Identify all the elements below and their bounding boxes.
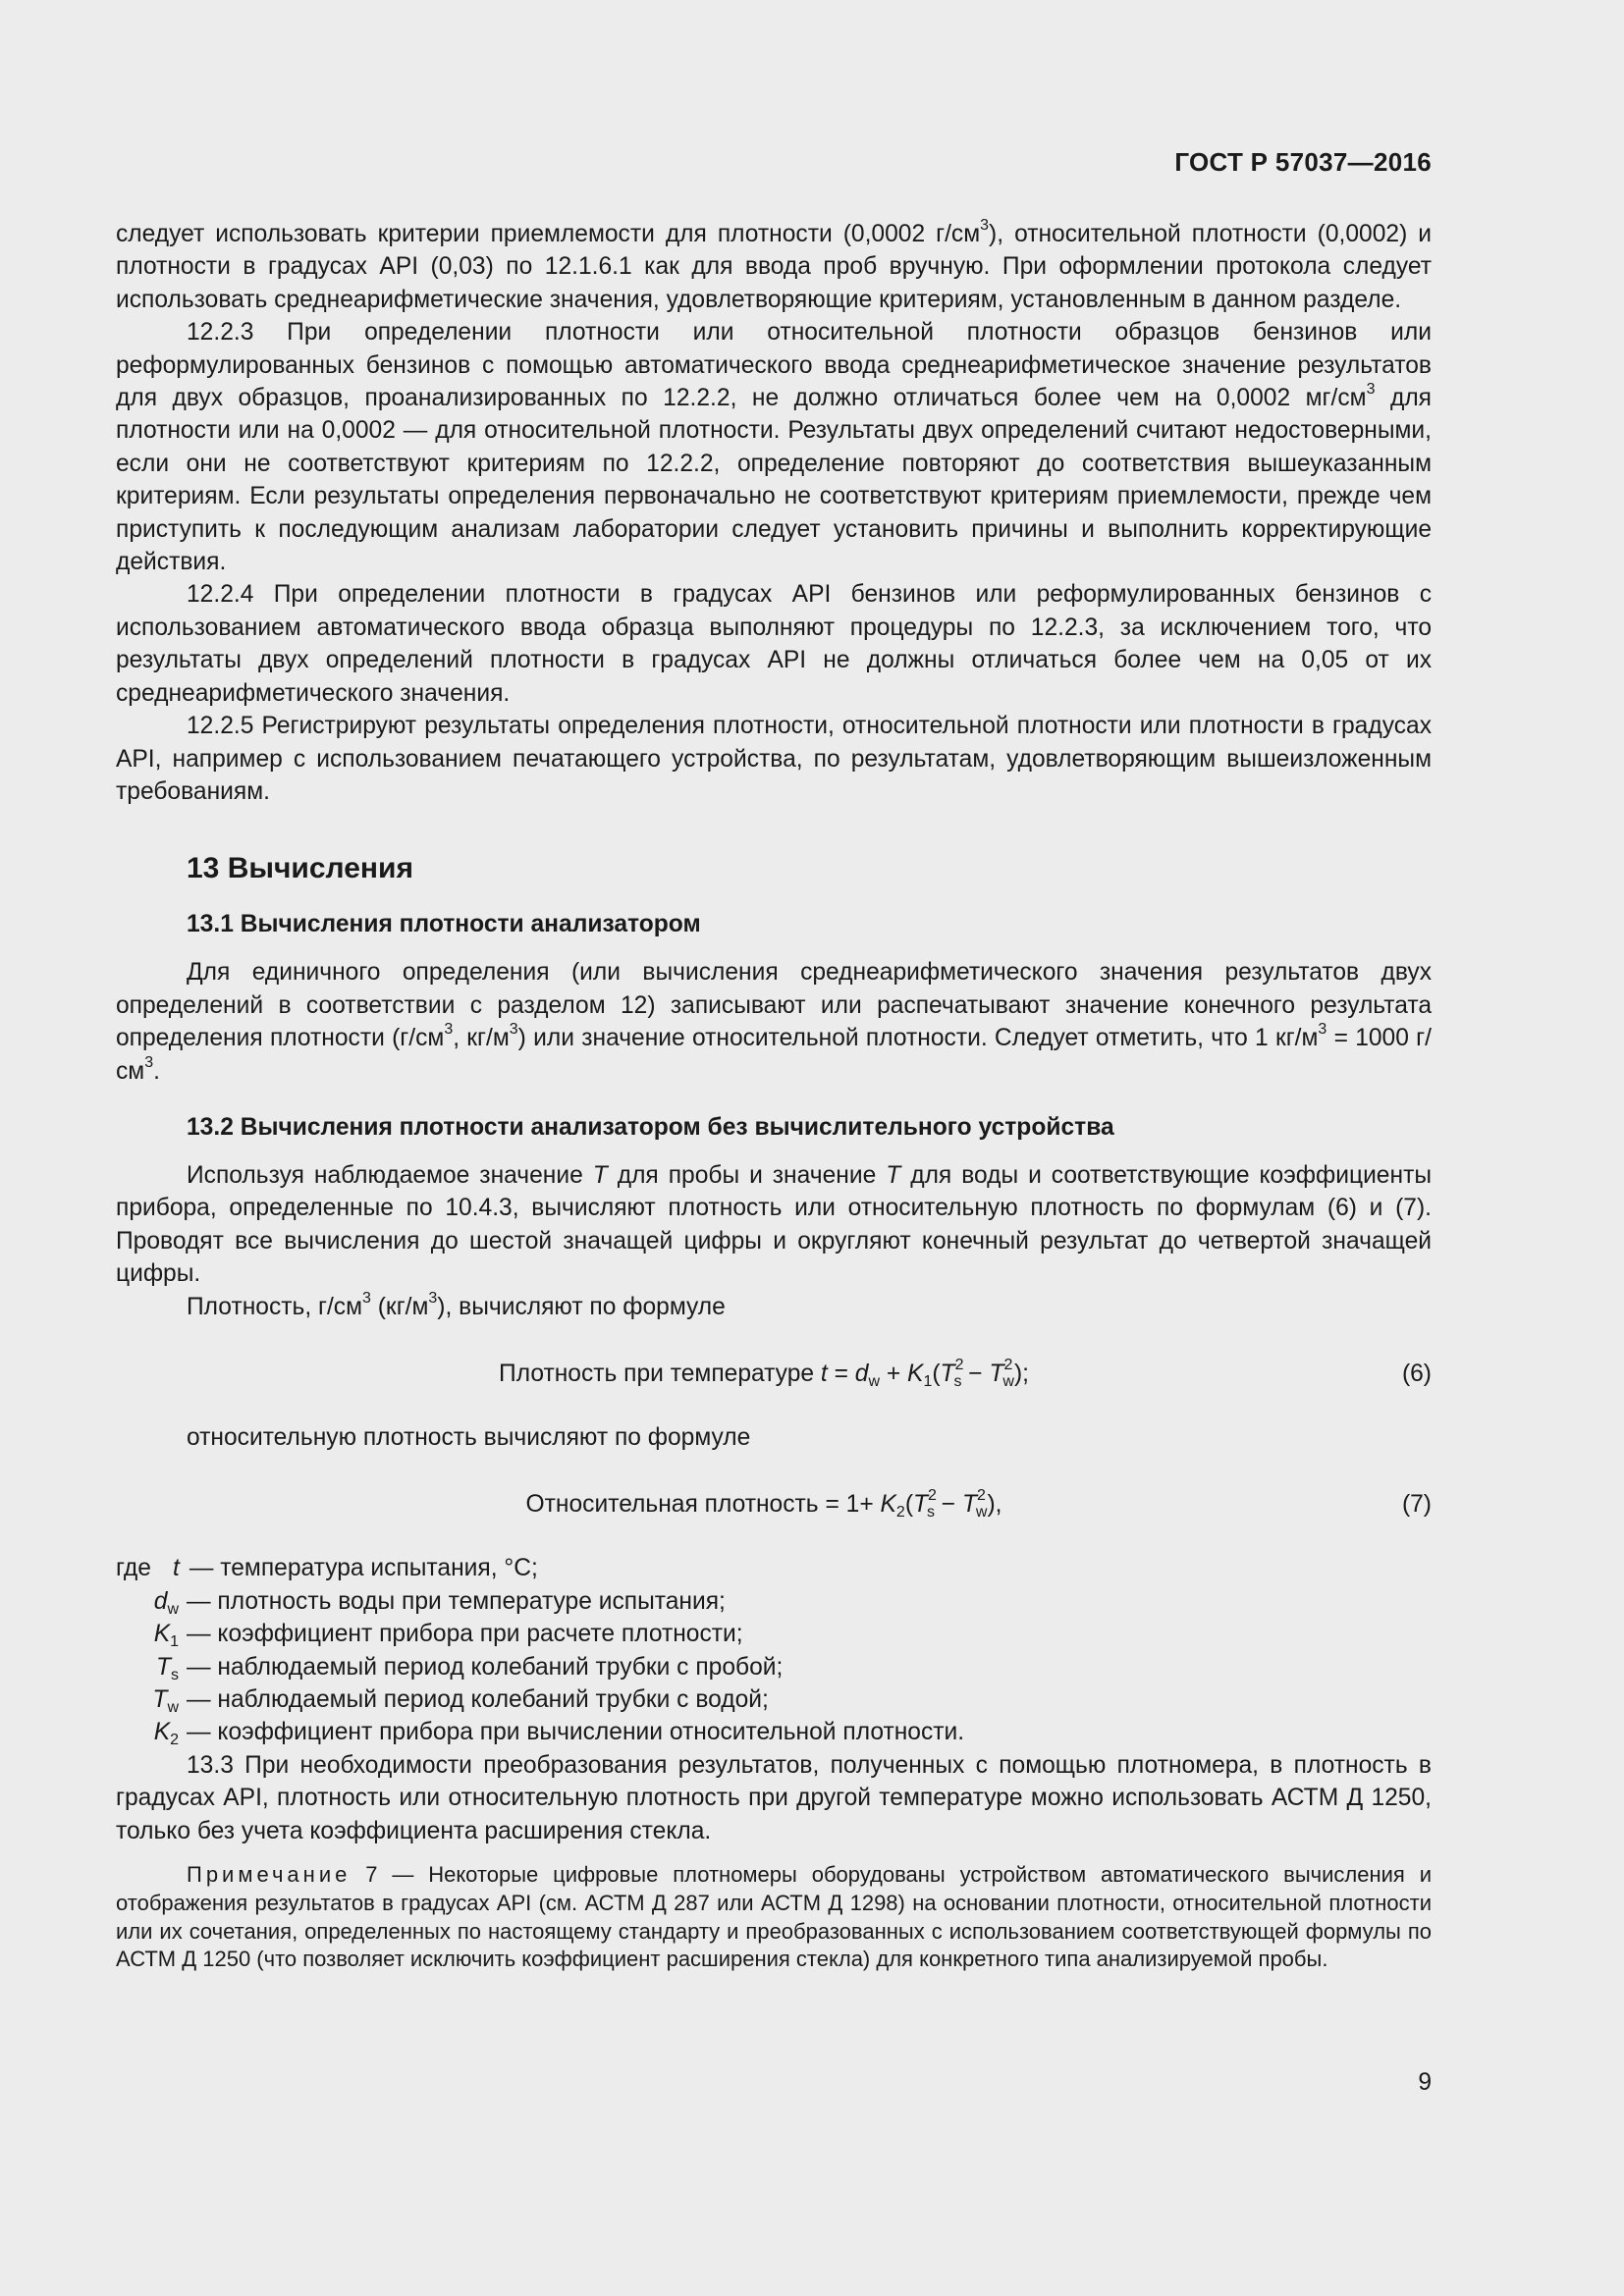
subscript: w	[868, 1372, 880, 1390]
superscript: 3	[362, 1289, 371, 1307]
text: +	[880, 1360, 908, 1387]
text: =	[827, 1360, 855, 1387]
text: 12.2.3 При определении плотности или относительной плотности образцов бензинов или реформулированных бензинов с помощью автоматического ввода среднеарифметическое значение результатов для двух образцов, проанализированных по 12.2.2, не должно отличаться более чем на 0,0002 мг/см	[116, 319, 1432, 412]
text: );	[1013, 1360, 1029, 1387]
symbol: T	[913, 1491, 929, 1519]
subscript: 1	[170, 1632, 179, 1650]
superscript: 3	[980, 217, 990, 235]
superscript: 3	[1318, 1021, 1327, 1039]
formula-7-number: (7)	[1401, 1491, 1432, 1519]
paragraph-12-2-4: 12.2.4 При определении плотности в градусах API бензинов или реформулированных бензинов с использованием автоматического ввода образца выполняют процедуры по 12.2.3, за исключением того, что результаты двух определений плотности в градусах API не должны отличаться более чем на 0,05 от их среднеарифметического значения.	[116, 581, 1432, 707]
text: ), относительной плотности (0,0002) и плотности в градусах API (0,03) по 12.1.6.1 как для ввода проб вручную. При оформлении протокола следует использовать среднеарифметические значения, удовлетворяющие критериям, установленным в данном разделе.	[116, 221, 1432, 313]
definition-text: — плотность воды при температуре испытания;	[187, 1587, 726, 1615]
text: , кг/м	[453, 1025, 510, 1052]
subscript: w	[1002, 1372, 1014, 1390]
subscript: 1	[923, 1372, 933, 1390]
subsection-heading-13-2: 13.2 Вычисления плотности анализатором без вычислительного устройства	[187, 1113, 1114, 1141]
subscript: w	[975, 1504, 988, 1522]
document-header: ГОСТ Р 57037—2016	[1174, 147, 1432, 177]
definition-row	[116, 1585, 1432, 1618]
symbol: T	[989, 1360, 1004, 1387]
symbol-T: T	[886, 1161, 901, 1189]
page-number: 9	[1418, 2069, 1432, 2096]
definition-row	[116, 1716, 1432, 1748]
paragraph-13-2	[116, 1159, 1432, 1291]
note-label: Примечание	[187, 1862, 352, 1888]
text: .	[153, 1057, 160, 1085]
definition-symbol	[116, 1716, 187, 1748]
formula-7	[116, 1483, 1432, 1526]
definition-text: — температура испытания, °С;	[189, 1555, 538, 1582]
note-text: 7 — Некоторые цифровые плотномеры оборудованы устройством автоматического вычисления и отображения результатов в градусах API (см. АСТМ Д 287 или АСТМ Д 1298) на основании плотности, относительной плотности или их сочетания, определенных по настоящему стандарту и преобразованных с использованием соответствующей формулы по АСТМ Д 1250 (что позволяет исключить коэффициент расширения стекла) для конкретного типа анализируемой пробы.	[116, 1862, 1432, 1972]
superscript: 2	[977, 1487, 986, 1505]
paragraph-density-formula-intro	[116, 1291, 1432, 1323]
definition-symbol	[116, 1618, 187, 1650]
text: −	[934, 1491, 962, 1519]
paragraph-relative-formula-intro: относительную плотность вычисляют по формуле	[187, 1423, 751, 1451]
text: = 1000 г/см	[116, 1025, 1432, 1085]
text: для пробы и значение	[607, 1161, 887, 1189]
text: Для единичного определения (или вычисления среднеарифметического значения результатов двух определений в соответствии с разделом 12) записывают или распечатывают значение конечного результата определения плотности (г/см	[116, 959, 1432, 1052]
paragraph-13-3: 13.3 При необходимости преобразования результатов, полученных с помощью плотномера, в плотность в градусах API, плотность или относительную плотность при другой температуре можно использовать АСТМ Д 1250, только без учета коэффициента расширения стекла.	[116, 1751, 1432, 1844]
subscript: s	[926, 1504, 935, 1522]
symbol: t	[820, 1360, 828, 1387]
symbol: T	[940, 1360, 955, 1387]
subscript: 2	[895, 1504, 905, 1522]
text: для воды и соответствующие коэффициенты прибора, определенные по 10.4.3, вычисляют плотность или относительную плотность по формулам (6) и (7). Проводят все вычисления до шестой значащей цифры и округляют конечный результат до четвертой значащей цифры.	[116, 1161, 1433, 1288]
text: Относительная плотность = 1+	[525, 1491, 881, 1519]
paragraph-13-1	[116, 956, 1432, 1088]
subscript: 2	[170, 1732, 179, 1749]
symbol-T: T	[592, 1161, 608, 1189]
symbol: T	[961, 1491, 977, 1519]
variable-definitions	[116, 1552, 1432, 1748]
definition-text: — коэффициент прибора при вычислении относительной плотности.	[187, 1719, 965, 1746]
definition-text: — наблюдаемый период колебаний трубки с пробой;	[187, 1653, 784, 1681]
symbol: T	[155, 1653, 171, 1681]
definition-symbol	[116, 1585, 187, 1618]
subscript: s	[171, 1666, 179, 1683]
text: −	[961, 1360, 990, 1387]
subsection-heading-13-1: 13.1 Вычисления плотности анализатором	[187, 911, 701, 938]
symbol: T	[152, 1686, 168, 1713]
formula-6	[116, 1353, 1432, 1396]
symbol: K	[153, 1719, 171, 1746]
section-heading-13: 13 Вычисления	[187, 852, 413, 885]
symbol: K	[907, 1360, 924, 1387]
text: (	[932, 1360, 941, 1387]
symbol: K	[880, 1491, 896, 1519]
subscript: s	[953, 1372, 962, 1390]
superscript: 2	[928, 1487, 937, 1505]
text: (	[904, 1491, 914, 1519]
definition-symbol	[116, 1651, 187, 1683]
text: (кг/м	[370, 1293, 429, 1320]
symbol: d	[153, 1587, 168, 1615]
definition-symbol: t	[173, 1555, 180, 1582]
symbol: d	[854, 1360, 869, 1387]
superscript: 2	[1003, 1356, 1013, 1373]
superscript: 3	[509, 1021, 518, 1039]
definition-row	[116, 1683, 1432, 1716]
superscript: 3	[444, 1021, 454, 1039]
text: Плотность при температуре	[499, 1360, 821, 1387]
definition-text: — наблюдаемый период колебаний трубки с водой;	[187, 1686, 769, 1713]
paragraph-intro	[116, 218, 1432, 316]
subscript: w	[167, 1600, 179, 1618]
text: ), вычисляют по формуле	[437, 1293, 726, 1320]
definition-row	[116, 1552, 1432, 1584]
text: ),	[987, 1491, 1002, 1519]
superscript: 3	[1366, 381, 1376, 399]
formula-6-number: (6)	[1401, 1360, 1432, 1387]
paragraph-12-2-5: 12.2.5 Регистрируют результаты определения плотности, относительной плотности или плотности в градусах API, например с использованием печатающего устройства, по результатам, удовлетворяющим вышеизложенным требованиям.	[116, 713, 1432, 805]
text: следует использовать критерии приемлемости для плотности (0,0002 г/см	[116, 221, 981, 247]
text: Плотность, г/см	[187, 1293, 363, 1320]
text: для плотности или на 0,0002 — для относительной плотности. Результаты двух определений считают недостоверными, если они не соответствуют критериям по 12.2.2, определение повторяют до соответствия вышеуказанным критериям. Если результаты определения первоначально не соответствуют критериям приемлемости, прежде чем приступить к последующим анализам лаборатории следует установить причины и выполнить корректирующие действия.	[116, 385, 1432, 576]
superscript: 2	[954, 1356, 964, 1373]
definition-row	[116, 1651, 1432, 1683]
text: Используя наблюдаемое значение	[187, 1161, 593, 1189]
superscript: 3	[428, 1289, 438, 1307]
note-7	[116, 1861, 1432, 1974]
superscript: 3	[144, 1053, 154, 1071]
formula-7-expression	[116, 1483, 1432, 1526]
definition-row	[116, 1618, 1432, 1650]
subscript: w	[167, 1698, 179, 1716]
symbol: K	[153, 1621, 171, 1648]
where-label: где	[116, 1555, 151, 1582]
text: ) или значение относительной плотности. Следует отметить, что 1 кг/м	[517, 1025, 1319, 1052]
definition-text: — коэффициент прибора при расчете плотности;	[187, 1621, 743, 1648]
definition-symbol	[116, 1683, 187, 1716]
page-content	[116, 218, 1432, 1974]
paragraph-12-2-3	[116, 316, 1432, 578]
formula-6-expression	[116, 1353, 1432, 1396]
